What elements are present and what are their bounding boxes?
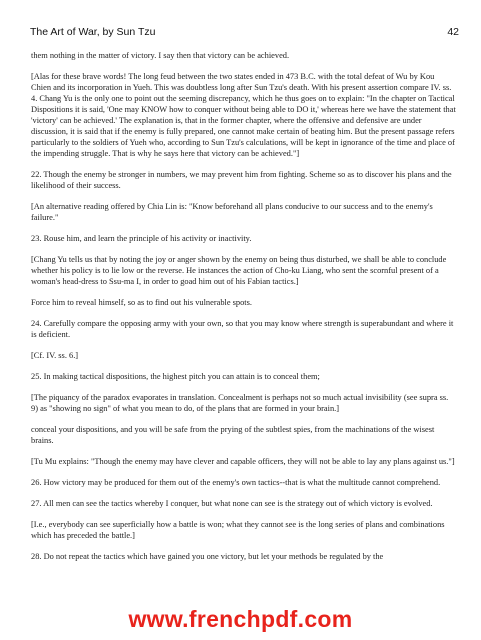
paragraph: [An alternative reading offered by Chia Lin is: "Know beforehand all plans conducive to our success and to the enemy's failure." — [31, 202, 433, 222]
watermark-link[interactable]: www.frenchpdf.com — [128, 606, 353, 632]
paragraph: 27. All men can see the tactics whereby I conquer, but what none can see is the strategy out of which victory is evolved. — [31, 499, 433, 508]
page-header — [30, 26, 459, 42]
paragraph: [The piquancy of the paradox evaporates in translation. Concealment is perhaps not so much actual invisibility (see supra ss. 9) as "showing no sign" of what you mean to do, of the plans that are formed in your brain.] — [31, 393, 449, 413]
paragraph: [Alas for these brave words! The long feud between the two states ended in 473 B.C. with the total defeat of Wu by Kou Chien and its incorporation in Yueh. This was doubtless long after Sun Tzu's death. With his present assertion compare IV. ss. 4. Chang Yu is the only one to point out the seeming discrepancy, which he thus goes on to explain: "In the chapter on Tactical Dispositions it is said, 'One may KNOW how to conquer without being able to DO it,' whereas here we have the statement that 'victory' can be achieved.' The explanation is, that in the former chapter, where the offensive and defensive are under discussion, it is said that if the enemy is fully prepared, one cannot make certain of beating him. But the present passage refers particularly to the soldiers of Yueh who, according to Sun Tzu's calculations, will be kept in ignorance of the time and place of the impending struggle. That is why he says here that victory can be achieved."] — [31, 72, 456, 158]
paragraph: conceal your dispositions, and you will be safe from the prying of the subtlest spies, from the machinations of the wisest brains. — [31, 425, 435, 445]
paragraph: 28. Do not repeat the tactics which have gained you one victory, but let your methods be regulated by the — [31, 552, 384, 561]
paragraph: [I.e., everybody can see superficially how a battle is won; what they cannot see is the long series of plans and combinations which has preceded the battle.] — [31, 520, 445, 540]
page-number: 42 — [447, 26, 459, 38]
paragraph: 22. Though the enemy be stronger in numbers, we may prevent him from fighting. Scheme so as to discover his plans and the likelihood of their success. — [31, 170, 452, 190]
paragraph: them nothing in the matter of victory. I say then that victory can be achieved. — [31, 51, 290, 60]
paragraph: [Tu Mu explains: "Though the enemy may have clever and capable officers, they will not be able to lay any plans against us."] — [31, 457, 455, 466]
paragraph: 26. How victory may be produced for them out of the enemy's own tactics--that is what the multitude cannot comprehend. — [31, 478, 441, 487]
paragraph: Force him to reveal himself, so as to find out his vulnerable spots. — [31, 298, 252, 307]
book-title: The Art of War, by Sun Tzu — [30, 26, 156, 38]
paragraph: 23. Rouse him, and learn the principle of his activity or inactivity. — [31, 234, 252, 243]
paragraph: [Cf. IV. ss. 6.] — [31, 351, 79, 360]
paragraph: 24. Carefully compare the opposing army with your own, so that you may know where strength is superabundant and where it is deficient. — [31, 319, 454, 339]
paragraph: 25. In making tactical dispositions, the highest pitch you can attain is to conceal them; — [31, 372, 320, 381]
page-body — [31, 50, 456, 572]
paragraph: [Chang Yu tells us that by noting the joy or anger shown by the enemy on being thus disturbed, we shall be able to conclude whether his policy is to lie low or the reverse. He instances the action of Cho-ku Liang, who sent the scornful present of a woman's head-dress to Ssu-ma I, in order to goad him out of his Fabian tactics.] — [31, 255, 447, 286]
